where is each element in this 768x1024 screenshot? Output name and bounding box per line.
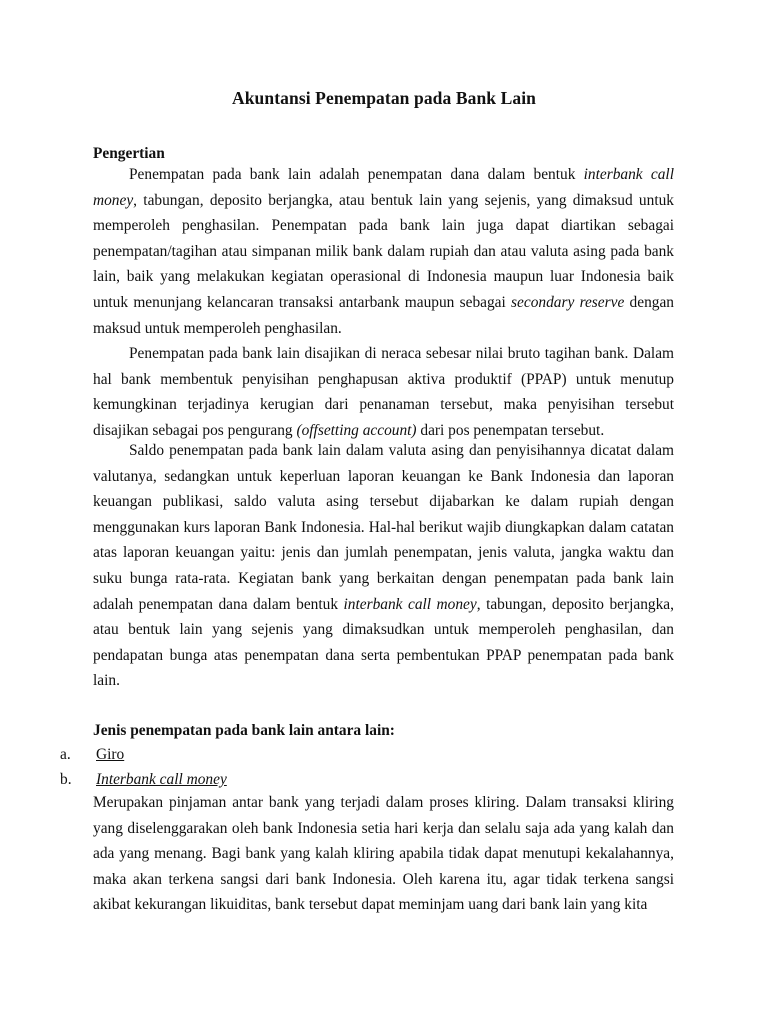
text-run: Penempatan pada bank lain adalah penempatan dana dalam bentuk (129, 166, 584, 183)
text-run: Penempatan pada bank lain disajikan di neraca sebesar nilai bruto tagihan bank. Dalam hal bank membentuk penyisihan penghapusan aktiva produktif (PPAP) untuk menutup kemungkinan terjadinya kerugian dari penanaman tersebut, maka penyisihan tersebut disajikan sebagai pos pengurang (93, 345, 674, 439)
paragraph-presentation (93, 341, 674, 443)
paragraph-interbank-description (93, 790, 674, 918)
list-marker: b. (60, 771, 72, 788)
list-label-interbank-call-money: Interbank call money (96, 771, 227, 788)
text-run: Saldo penempatan pada bank lain dalam valuta asing dan penyisihannya dicatat dalam valutanya, sedangkan untuk keperluan laporan keuangan ke Bank Indonesia dan laporan keuangan publikasi, saldo valuta asing tersebut dijabarkan ke dalam rupiah dengan menggunakan kurs laporan Bank Indonesia. Hal-hal berikut wajib diungkapkan dalam catatan atas laporan keuangan yaitu: jenis dan jumlah penempatan, jenis valuta, jangka waktu dan suku bunga rata-rata. Kegiatan bank yang berkaitan dengan penempatan pada bank lain adalah penempatan dana dalam bentuk (93, 442, 674, 613)
text-run: dengan maksud untuk memperoleh penghasilan. (93, 293, 675, 337)
text-run: , tabungan, deposito berjangka, atau bentuk lain yang sejenis yang dimaksudkan untuk memperoleh penghasilan, dan pendapatan bunga atas penempatan dana serta pembentukan PPAP penempatan pada bank lain. (93, 595, 674, 690)
text-run: Merupakan pinjaman antar bank yang terjadi dalam proses kliring. Dalam transaksi kliring yang diselenggarakan oleh bank Indonesia setia hari kerja dan selalu saja ada yang kalah dan ada yang menang. Bagi bank yang kalah kliring apabila tidak dapat menutupi kekalahannya, maka akan terkena sangsi dari bank Indonesia. Oleh karena itu, agar tidak terkena sangsi akibat kekurangan likuiditas, bank tersebut dapat meminjam uang dari bank lain yang kita (93, 794, 674, 914)
paragraph-foreign-currency (93, 438, 674, 694)
section-heading-types: Jenis penempatan pada bank lain antara lain: (93, 722, 395, 739)
text-run: dari pos penempatan tersebut. (416, 421, 605, 439)
italic-term: interbank call money (93, 166, 674, 209)
paragraph-definition (93, 162, 674, 341)
italic-term: interbank call money (343, 595, 477, 613)
list-label-giro: Giro (96, 746, 125, 763)
italic-term: secondary reserve (511, 293, 625, 311)
section-heading-pengertian: Pengertian (93, 145, 165, 162)
italic-term: (offsetting account) (296, 421, 417, 439)
text-run: , tabungan, deposito berjangka, atau bentuk lain yang sejenis, yang dimaksud untuk memperoleh penghasilan. Penempatan pada bank lain juga dapat diartikan sebagai penempatan/tagihan atau simpanan milik bank dalam rupiah dan atau valuta asing pada bank lain, baik yang melakukan kegiatan operasional di Indonesia maupun luar Indonesia baik untuk menunjang kelancaran transaksi antarbank maupun sebagai (93, 191, 674, 311)
list-marker: a. (60, 746, 71, 763)
document-title: Akuntansi Penempatan pada Bank Lain (231, 88, 537, 108)
list-item-interbank-call-money (60, 771, 227, 789)
list-item-giro (60, 746, 124, 764)
